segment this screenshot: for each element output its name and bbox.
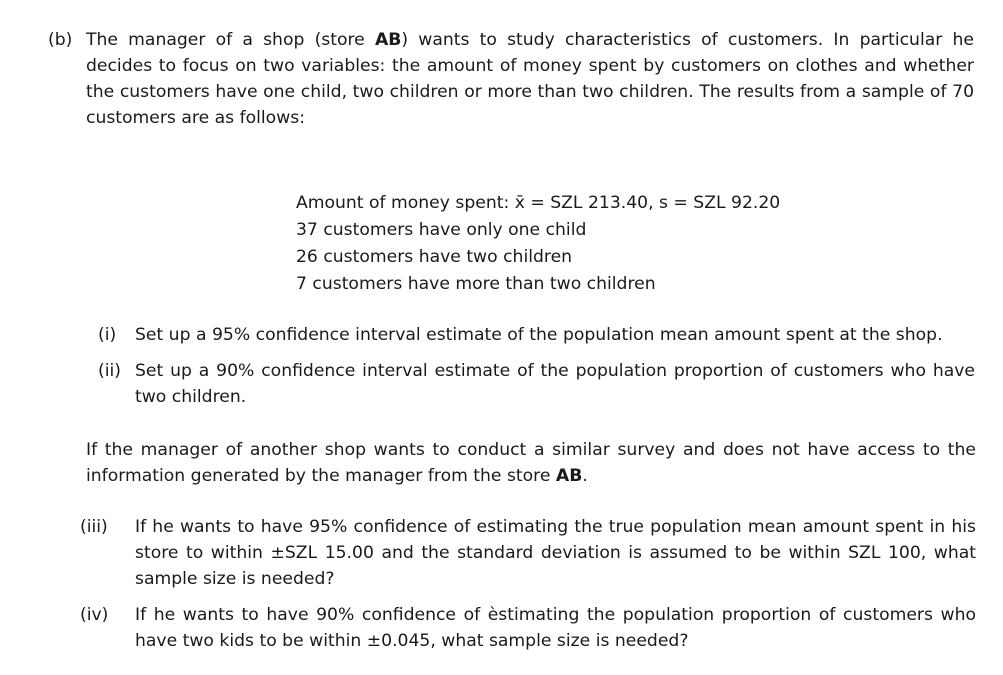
data-one-child: 37 customers have only one child <box>296 220 587 240</box>
data-amount-spent: Amount of money spent: x̄ = SZL 213.40, s = SZL 92.20 <box>296 193 781 213</box>
question-number: (ii) <box>98 361 121 381</box>
questions-list-a <box>98 322 978 420</box>
question-text: If he wants to have 95% confidence of estimating the true population mean amount spent in his store to within ±SZL 15.00 and the standard deviation is assumed to be within SZL 100, what sample size is needed? <box>135 517 976 589</box>
question-text: If he wants to have 90% confidence of èstimating the population proportion of customers who have two kids to be within ±0.045, what sample size is needed? <box>135 605 976 651</box>
question-text: Set up a 90% confidence interval estimate of the population proportion of customers who have two children. <box>135 361 975 407</box>
question-text: Set up a 95% confidence interval estimate of the population mean amount spent at the shop. <box>135 325 943 345</box>
question-item <box>98 358 978 410</box>
data-more-than-two: 7 customers have more than two children <box>296 274 656 294</box>
question-item <box>98 322 978 348</box>
part-b-section <box>48 27 978 131</box>
part-label: (b) <box>48 30 73 50</box>
question-item <box>80 602 978 654</box>
sample-data-block <box>296 190 896 298</box>
part-b-intro: The manager of a shop (store AB) wants to study characteristics of customers. In particular he decides to focus on two variables: the amount of money spent by customers on clothes and whether the customers have one child, two children or more than two children. The results from a sample of 70 customers are as follows: <box>86 30 974 128</box>
question-number: (iv) <box>80 605 109 625</box>
question-number: (iii) <box>80 517 108 537</box>
question-number: (i) <box>98 325 117 345</box>
data-two-children: 26 customers have two children <box>296 247 573 267</box>
second-shop-paragraph: If the manager of another shop wants to conduct a similar survey and does not have access to the information generated by the manager from the store AB. <box>86 440 976 486</box>
question-item <box>80 514 978 592</box>
questions-list-b <box>80 514 978 664</box>
